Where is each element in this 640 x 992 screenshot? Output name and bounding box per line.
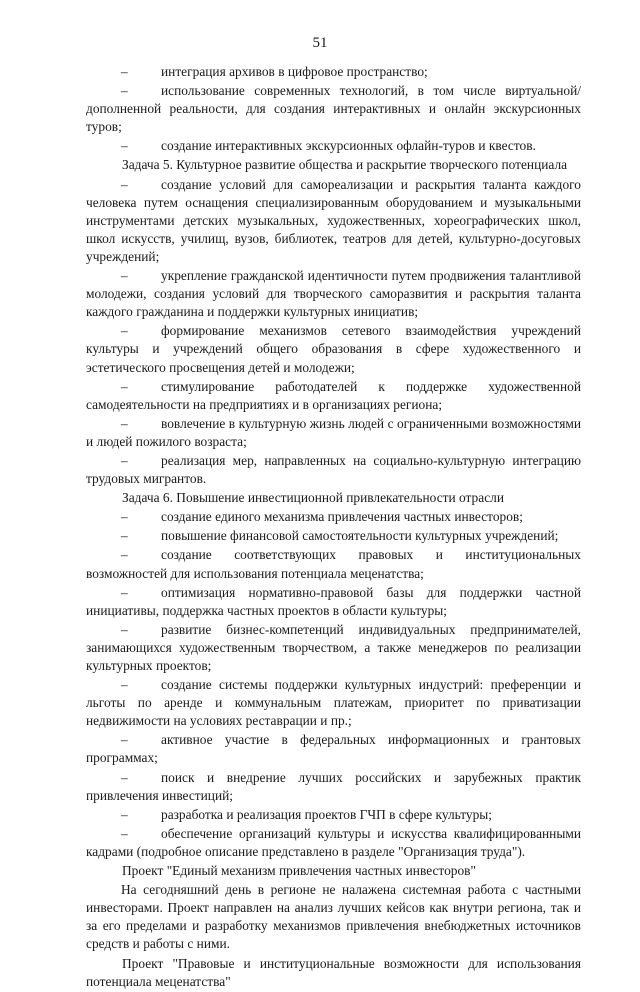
bullet-item [86,267,581,321]
bullet-text: повышение финансовой самостоятельности культурных учреждений; [161,528,559,544]
bullet-dash: – [121,509,128,525]
bullet-item [86,137,581,155]
bullet-item [86,322,581,376]
bullet-text: создание интерактивных экскурсионных офлайн-туров и квестов. [161,138,536,154]
bullet-item [86,546,581,582]
bullet-dash: – [121,732,128,748]
bullet-item [86,63,581,81]
bullet-dash: – [121,621,128,637]
bullet-dash: – [121,452,128,468]
page-number: 51 [312,35,328,51]
bullet-item [86,378,581,414]
bullet-item [86,176,581,266]
bullet-text: вовлечение в культурную жизнь людей с ограниченными возможностями и людей пожилого возраста; [86,415,581,449]
bullet-item [86,769,581,805]
body-paragraph: На сегодняшний день в регионе не налажена системная работа с частными инвесторами. Проект направлен на анализ лучших кейсов как внутри региона, так и за его пределами и разработку механизмов привлечения внебюджетных источников средств и работы с ними. [86,882,581,952]
bullet-item [86,527,581,545]
bullet-dash: – [121,584,128,600]
bullet-text: оптимизация нормативно-правовой базы для поддержки частной инициативы, поддержка частных проектов в области культуры; [86,584,581,618]
bullet-item [86,584,581,620]
bullet-dash: – [121,176,128,192]
task-heading: Задача 6. Повышение инвестиционной привлекательности отрасли [122,490,504,506]
task-heading: Задача 5. Культурное развитие общества и раскрытие творческого потенциала [122,157,568,173]
bullet-dash: – [121,528,128,544]
bullet-dash: – [121,83,128,99]
bullet-item [86,825,581,861]
bullet-dash: – [121,138,128,154]
bullet-item [86,806,581,824]
bullet-item [86,731,581,767]
bullet-text: укрепление гражданской идентичности путем продвижения талантливой молодежи, создания условий для творческого саморазвития и раскрытия таланта каждого гражданина и поддержки культурных инициатив; [86,268,581,320]
bullet-item [86,676,581,730]
bullet-item [86,621,581,675]
bullet-text: формирование механизмов сетевого взаимодействия учреждений культуры и учреждений общего образования в сфере художественного и эстетического просвещения детей и молодежи; [86,323,581,375]
bullet-text: создание соответствующих правовых и институциональных возможностей для использования потенциала меценатства; [86,547,581,581]
project-heading: Проект "Единый механизм привлечения частных инвесторов" [122,863,476,879]
bullet-dash: – [121,64,128,79]
bullet-dash: – [121,415,128,431]
project-heading: Проект "Правовые и институциональные возможности для использования потенциала меценатства" [86,955,581,989]
bullet-dash: – [121,677,128,693]
bullet-dash: – [121,378,128,394]
bullet-text: поиск и внедрение лучших российских и зарубежных практик привлечения инвестиций; [86,769,581,803]
bullet-dash: – [121,769,128,785]
bullet-dash: – [121,323,128,339]
bullet-text: создание системы поддержки культурных индустрий: преференции и льготы по аренде и коммунальным платежам, приоритет по приватизации недвижимости на условиях реставрации и пр.; [86,677,581,729]
document-body [86,63,581,992]
bullet-text: создание единого механизма привлечения частных инвесторов; [161,509,523,525]
bullet-dash: – [121,268,128,284]
bullet-item [86,415,581,451]
bullet-dash: – [121,547,128,563]
bullet-text: создание условий для самореализации и раскрытия таланта каждого человека путем оснащения специализированным оборудованием и музыкальными инструментами детских музыкальных, художественных, хореографических школ, школ искусств, училищ, вузов, библиотек, театров для детей, культурно-досуговых учреждений; [86,176,581,264]
bullet-item [86,508,581,526]
bullet-text: стимулирование работодателей к поддержке художественной самодеятельности на предприятиях и в организациях региона; [86,378,581,412]
bullet-item [86,82,581,136]
bullet-text: активное участие в федеральных информационных и грантовых программах; [86,732,581,766]
bullet-text: разработка и реализация проектов ГЧП в сфере культуры; [161,806,493,822]
bullet-text: реализация мер, направленных на социально-культурную интеграцию трудовых мигрантов. [86,452,581,487]
bullet-text: использование современных технологий, в том числе виртуальной/дополненной реальности, для создания интерактивных и онлайн экскурсионных туров; [86,83,581,135]
bullet-dash: – [121,825,128,841]
bullet-text: развитие бизнес-компетенций индивидуальных предпринимателей, занимающихся художественным творчеством, а также менеджеров по реализации культурных проектов; [86,621,581,673]
bullet-item [86,452,581,488]
bullet-dash: – [121,806,128,822]
bullet-text: обеспечение организаций культуры и искусства квалифицированными кадрами (подробное описание представлено в разделе "Организация труда"). [86,825,581,859]
bullet-text: интеграция архивов в цифровое пространство; [161,64,428,79]
